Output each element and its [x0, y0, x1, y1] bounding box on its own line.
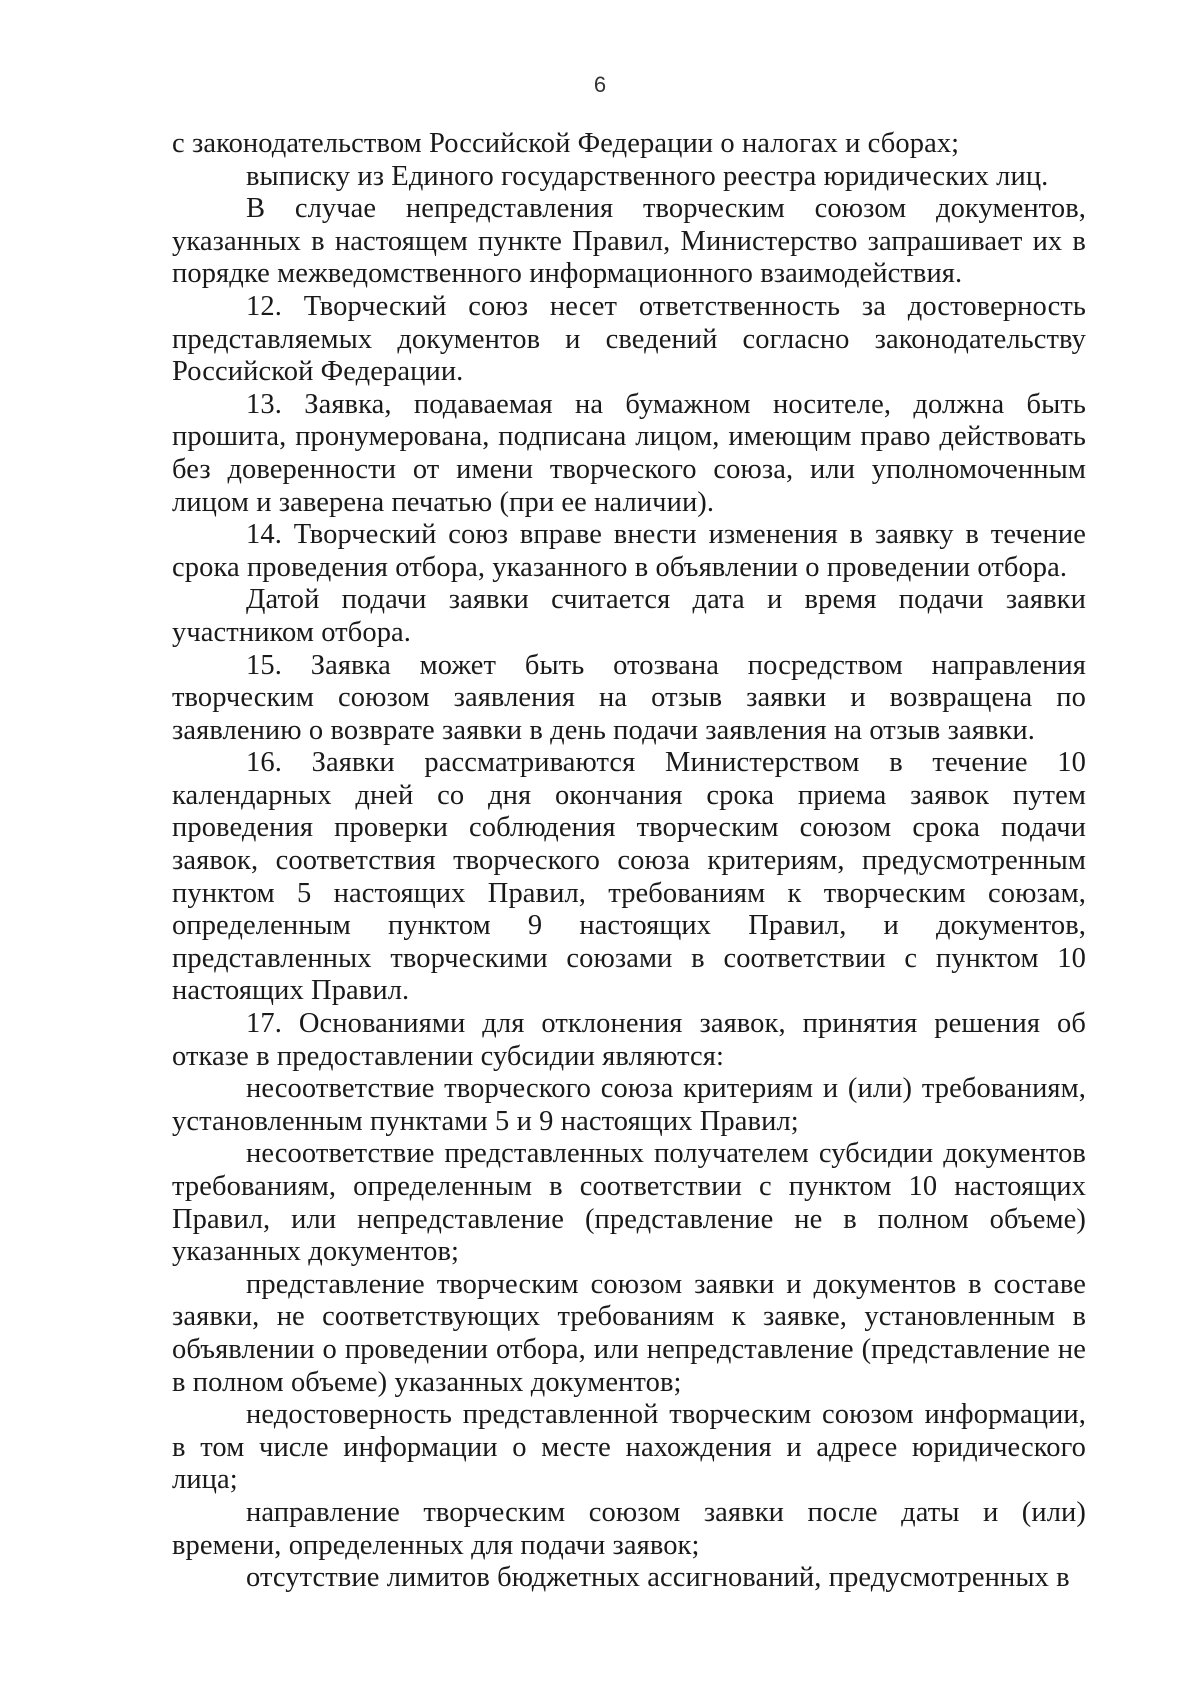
paragraph-item-14: 14. Творческий союз вправе внести изменения в заявку в течение срока проведения отбора, указанного в объявлении о проведении отбора.: [172, 519, 1086, 583]
paragraph-rejection-criteria-mismatch: несоответствие творческого союза критериям и (или) требованиям, установленным пунктами 5 и 9 настоящих Правил;: [172, 1073, 1086, 1137]
paragraph-item-17: 17. Основаниями для отклонения заявок, принятия решения об отказе в предоставлении субсидии являются:: [172, 1008, 1086, 1072]
paragraph-egrul-extract: выписку из Единого государственного реестра юридических лиц.: [246, 160, 1049, 192]
paragraph-rejection-no-budget-limits: отсутствие лимитов бюджетных ассигнований, предусмотренных в: [246, 1562, 1070, 1594]
paragraph-rejection-late-submission: направление творческим союзом заявки после даты и (или) времени, определенных для подачи заявок;: [172, 1496, 1086, 1561]
page-number: 6: [593, 72, 607, 97]
paragraph-item-12: 12. Творческий союз несет ответственность за достоверность представляемых документов и сведений согласно законодательству Российской Федерации.: [172, 290, 1086, 388]
paragraph-item-15: 15. Заявка может быть отозвана посредством направления творческим союзом заявления на отзыв заявки и возвращена по заявлению о возврате заявки в день подачи заявления на отзыв заявки.: [172, 649, 1086, 746]
paragraph-item-13: 13. Заявка, подаваемая на бумажном носителе, должна быть прошита, пронумерована, подписана лицом, имеющим право действовать без доверенности от имени творческого союза, или уполномоченным лицом и заверена печатью (при ее наличии).: [172, 388, 1086, 518]
paragraph-item-16: 16. Заявки рассматриваются Министерством в течение 10 календарных дней со дня окончания срока приема заявок путем проведения проверки соблюдения творческим союзом срока подачи заявок, соответствия творческого союза критериям, предусмотренным пунктом 5 настоящих Правил, требованиям к творческим союзам, определенным пунктом 9 настоящих Правил, и документов, представленных творческими союзами в соответствии с пунктом 10 настоящих Правил.: [172, 747, 1086, 1007]
paragraph-continuation-tax-law: с законодательством Российской Федерации о налогах и сборах;: [172, 128, 960, 159]
paragraph-rejection-application-mismatch: представление творческим союзом заявки и документов в составе заявки, не соответствующих требованиям к заявке, установленным в объявлении о проведении отбора, или непредставление (представление не в полном объеме) указанных документов;: [172, 1268, 1086, 1398]
paragraph-ministry-request: В случае непредставления творческим союзом документов, указанных в настоящем пункте Правил, Министерство запрашивает их в порядке межведомственного информационного взаимодействия.: [172, 193, 1086, 290]
paragraph-rejection-false-information: недостоверность представленной творческим союзом информации, в том числе информации о месте нахождения и адресе юридического лица;: [172, 1399, 1086, 1496]
paragraph-submission-date: Датой подачи заявки считается дата и время подачи заявки участником отбора.: [172, 584, 1086, 648]
document-body: [172, 128, 1086, 1595]
paragraph-rejection-documents-mismatch: несоответствие представленных получателем субсидии документов требованиям, определенным в соответствии с пунктом 10 настоящих Правил, или непредставление (представление не в полном объеме) указанных документов;: [172, 1138, 1086, 1268]
